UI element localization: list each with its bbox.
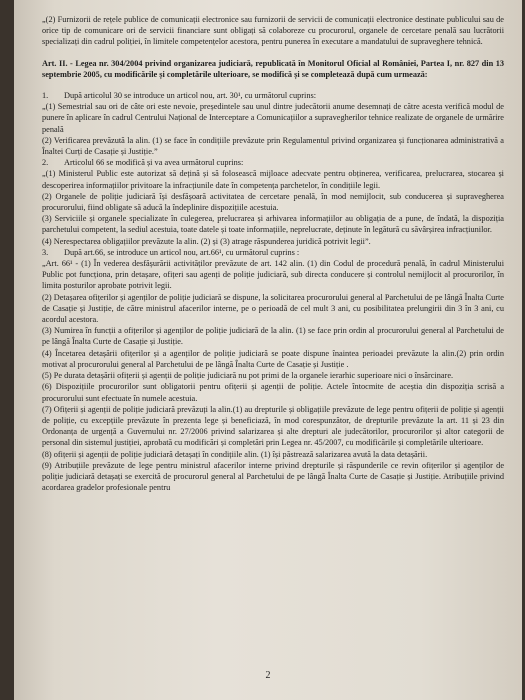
paragraph: (4) Încetarea detașării ofițerilor și a agenților de poliție judiciară se poate dispune înaintea perioadei prevăzute la alin.(2) prin ordin motivat al procurorului general al Parchetului de pe lângă Înalta Curte de Casație și Justiție . <box>42 348 504 369</box>
paragraph: (8) ofițerii și agenții de poliție judiciară detașați în condițiile alin. (1) își păstrează salarizarea avută la data detașării. <box>42 449 428 459</box>
paragraph: (6) Dispozițiile procurorilor sunt obligatorii pentru ofițerii și agenții de poliție. Actele întocmite de aceștia din dispoziția scrisă a procurorului sunt efectuate în numele acestuia. <box>42 382 504 403</box>
item-3-number: 3. <box>42 247 49 257</box>
paragraph: „(1) Semestrial sau ori de câte ori este nevoie, președintele sau unul dintre judecătorii anume desemnați de către acesta verifică modul de punere în aplicare în cadrul Centrului Național de Interceptare a Comunicațiilor a supravegherilor tehnice realizate de organele de urmărire penală <box>42 102 504 134</box>
page-number: 2 <box>265 670 271 681</box>
paragraph: (4) Nerespectarea obligațiilor prevăzute la alin. (2) și (3) atrage răspunderea juridică potrivit legii”. <box>42 236 371 246</box>
intro-paragraph: „(2) Furnizorii de rețele publice de comunicații electronice sau furnizorii de servicii de comunicații electronice destinate publicului sau de orice tip de comunicare ori de servicii financiare sunt obligați să colaboreze cu procurorul, organele de cercetare penală sau lucrătorii specializați din cadrul poliției, în limitele competențelor acestora, pentru punerea în executare a mandatului de supraveghere tehnică. <box>42 15 504 47</box>
paragraph: (2) Organele de poliție judiciară își desfășoară activitatea de cercetare penală, în mod nemijlocit, sub conducerea și supravegherea procurorului, fiind obligate să aducă la îndeplinire dispozițiile acestuia. <box>42 191 504 213</box>
item-2-text: Articolul 66 se modifică și va avea următorul cuprins: <box>64 158 244 168</box>
item-1-number: 1. <box>42 91 49 101</box>
paragraph: (2) Verificarea prevăzută la alin. (1) se face în condițiile prevăzute prin Regulamentul privind organizarea și funcționarea administrativă a Înaltei Curți de Casație și Justiție.” <box>42 135 504 157</box>
document-page <box>14 0 522 700</box>
paragraph: „(1) Ministerul Public este autorizat să dețină și să folosească mijloace adecvate pentru obținerea, verificarea, prelucrarea, stocarea și descoperirea informațiilor privitoare la infracțiunile date în competența parchetelor, în condițiile legii. <box>42 169 504 190</box>
item-1-header <box>42 90 504 101</box>
item-2-number: 2. <box>42 158 49 168</box>
paragraph: (7) Ofițerii și agenții de poliție judiciară prevăzuți la alin.(1) au drepturile și obligațiile prevăzute de lege pentru ofițerii de poliție și agenții de poliție, cu excepțiile prevăzute în prezenta lege și beneficiază, în mod corespunzător, de drepturile prevăzute la art. 11 și 23 din Ordonanța de urgență a Guvernului nr. 27/2006 privind salarizarea și alte drepturi ale judecătorilor, procurorilor și altor categorii de personal din sistemul justiției, aprobată cu modificări și completări prin Legea nr. 45/2007, cu modificările și completările ulterioare. <box>42 404 504 448</box>
paragraph: (5) Pe durata detașării ofițerii și agenții de poliție judiciară nu pot primi de la organele ierarhic superioare nici o însărcinare. <box>42 371 454 381</box>
item-2-header <box>42 157 504 168</box>
paragraph: (3) Numirea în funcții a ofițerilor și agenților de poliție judiciară de la alin. (1) se face prin ordin al procurorului general al Parchetului de pe lângă Înalta Curte de Casație și Justiție. <box>42 326 504 347</box>
item-1-text: După articolul 30 se introduce un articol nou, art. 30¹, cu următorul cuprins: <box>64 91 317 101</box>
item-3-header <box>42 247 504 258</box>
item-3-text: După art.66, se introduce un articol nou, art.66¹, cu următorul cuprins : <box>64 247 300 257</box>
paragraph: (9) Atribuțiile prevăzute de lege pentru ministrul afacerilor interne privind drepturile și răspunderile ce revin ofițerilor și agenților de poliție judiciară detașați se exercită de procurorul general al Parchetului de pe lângă Înalta Curte de Casație și Justiție. Atribuțiile privind acordarea gradelor profesionale pentru <box>42 460 504 493</box>
paragraph: (3) Serviciile și organele specializate în culegerea, prelucrarea și arhivarea informațiilor au obligația de a pune, de îndată, la dispoziția parchetului competent, la sediul acestuia, toate datele și toate informațiile, neprelucrate, deținute în legătură cu săvârșirea infracțiunilor. <box>42 214 504 235</box>
paragraph: (2) Detașarea ofițerilor și agenților de poliție judiciară se dispune, la solicitarea procurorului general al Parchetului de pe lângă Înalta Curte de Casație și Justiție, de către ministrul afacerilor interne, pe o perioadă de cel mult 3 ani, cu posibilitatea prelungirii din 3 în 3 ani, cu acordul acestora. <box>42 292 504 325</box>
article-heading: Art. II. - Legea nr. 304/2004 privind organizarea judiciară, republicată în Monitorul Oficial al României, Partea I, nr. 827 din 13 septembrie 2005, cu modificările și completările ulterioare, se modifică și se completează după cum urmează: <box>42 58 504 79</box>
document-body <box>42 14 504 493</box>
paragraph: „Art. 66¹ - (1) În vederea desfășurării activităților prevăzute de art. 142 alin. (1) din Codul de procedură penală, în cadrul Ministerului Public pot funcționa, prin detașare, ofițeri sau agenți de poliție judiciară, sub directa conducere și controlul nemijlocit al procurorilor, în limita posturilor aprobate potrivit legii. <box>42 259 504 291</box>
